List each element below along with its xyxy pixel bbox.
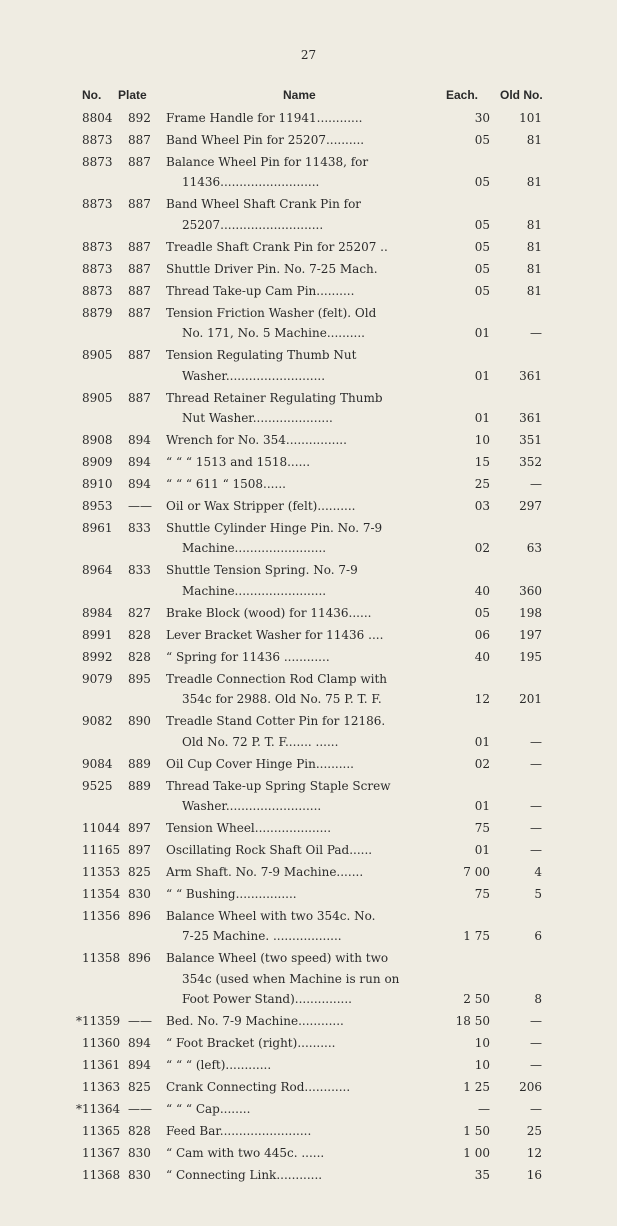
part-number: 8910 <box>82 477 113 491</box>
old-number: 12 <box>526 1146 542 1161</box>
price-each: 1 50 <box>463 1124 490 1139</box>
old-number: — <box>530 326 542 341</box>
plate-number: 887 <box>128 305 151 320</box>
part-name-line: Lever Bracket Washer for 11436 .... <box>166 627 384 642</box>
part-number: 11364 <box>82 1102 121 1117</box>
old-number: — <box>530 477 542 491</box>
part-name-line: Tension Regulating Thumb Nut <box>166 348 357 363</box>
part-number: 8964 <box>82 563 113 578</box>
price-each: 1 75 <box>463 929 490 944</box>
part-name-line: No. 171, No. 5 Machine.......... <box>182 326 365 341</box>
price-each: 18 50 <box>455 1014 490 1029</box>
old-number: 5 <box>534 887 542 901</box>
part-name-line: Crank Connecting Rod............ <box>166 1080 351 1095</box>
price-each: 03 <box>474 499 490 513</box>
part-name-line: Thread Retainer Regulating Thumb <box>166 390 383 405</box>
plate-number: 825 <box>128 865 151 879</box>
plate-number: 833 <box>128 521 151 535</box>
price-each: 05 <box>474 261 490 276</box>
old-number: — <box>530 843 542 857</box>
price-each: 40 <box>474 649 490 664</box>
part-name-line: Tension Friction Washer (felt). Old <box>166 305 377 320</box>
plate-number: 889 <box>128 756 151 771</box>
old-number: 195 <box>519 649 542 664</box>
plate-number: 897 <box>128 843 151 857</box>
plate-number: —— <box>128 1102 152 1117</box>
old-number: 6 <box>534 929 542 944</box>
star-mark: * <box>76 1102 82 1117</box>
part-number: 11359 <box>82 1014 121 1029</box>
old-number: 352 <box>519 455 542 469</box>
plate-number: 887 <box>128 348 151 363</box>
plate-number: 895 <box>128 671 151 686</box>
plate-number: 897 <box>128 821 151 835</box>
old-number: — <box>530 798 542 813</box>
part-name-line: Tension Wheel.................... <box>166 821 332 835</box>
old-number: 201 <box>519 692 542 707</box>
part-name-line: “ “ “ 611 “ 1508...... <box>166 477 286 491</box>
part-name-line: Arm Shaft. No. 7-9 Machine....... <box>166 865 364 879</box>
header-no: No. <box>82 88 102 102</box>
part-number: 11367 <box>82 1146 121 1161</box>
plate-number: 828 <box>128 1124 151 1139</box>
price-each: 01 <box>474 734 490 749</box>
price-each: 01 <box>474 368 490 383</box>
price-each: 10 <box>474 433 490 447</box>
part-number: 9082 <box>82 714 113 729</box>
price-each: 1 25 <box>463 1080 490 1095</box>
part-name-line: Balance Wheel with two 354c. No. <box>166 909 376 923</box>
old-number: 16 <box>526 1168 542 1183</box>
price-each: 02 <box>474 541 490 556</box>
part-number: 8873 <box>82 261 113 276</box>
part-number: 8873 <box>82 197 113 212</box>
part-number: 11044 <box>82 821 121 835</box>
old-number: 81 <box>526 283 542 298</box>
part-number: 8804 <box>82 111 113 125</box>
part-number: 8992 <box>82 649 113 664</box>
plate-number: 825 <box>128 1080 151 1095</box>
old-number: — <box>530 821 542 835</box>
part-number: 11361 <box>82 1058 121 1073</box>
part-number: 8953 <box>82 499 113 513</box>
part-number: 9079 <box>82 671 113 686</box>
part-number: 9084 <box>82 756 113 771</box>
part-name-line: Balance Wheel Pin for 11438, for <box>166 155 369 169</box>
part-name-line: 354c for 2988. Old No. 75 P. T. F. <box>182 692 382 707</box>
part-name-line: Bed. No. 7-9 Machine............ <box>166 1014 344 1029</box>
plate-number: 828 <box>128 627 151 642</box>
part-number: 8984 <box>82 605 113 620</box>
part-number: 11368 <box>82 1168 121 1183</box>
price-each: — <box>478 1102 490 1117</box>
old-number: 360 <box>519 583 542 598</box>
price-each: 05 <box>474 239 490 254</box>
part-name-line: Treadle Stand Cotter Pin for 12186. <box>166 714 386 729</box>
part-name-line: Wrench for No. 354................ <box>166 433 347 447</box>
price-each: 02 <box>474 756 490 771</box>
plate-number: 894 <box>128 1058 151 1073</box>
part-name-line: Oscillating Rock Shaft Oil Pad...... <box>166 843 373 857</box>
old-number: 361 <box>519 410 542 425</box>
part-name-line: Thread Take-up Spring Staple Screw <box>166 778 391 793</box>
old-number: 25 <box>526 1124 542 1139</box>
plate-number: 894 <box>128 455 151 469</box>
old-number: 4 <box>534 865 542 879</box>
part-name-line: 354c (used when Machine is run on <box>182 971 400 986</box>
price-each: 05 <box>474 283 490 298</box>
price-each: 2 50 <box>463 992 490 1007</box>
old-number: 63 <box>526 541 542 556</box>
old-number: 81 <box>526 261 542 276</box>
part-number: 8873 <box>82 133 113 147</box>
part-name-line: “ Cam with two 445c. ...... <box>166 1146 325 1161</box>
part-number: 11358 <box>82 951 121 966</box>
old-number: 81 <box>526 217 542 232</box>
part-number: 11356 <box>82 909 121 923</box>
plate-number: 894 <box>128 1036 151 1051</box>
plate-number: 896 <box>128 909 151 923</box>
old-number: 198 <box>519 605 542 620</box>
price-each: 1 00 <box>463 1146 490 1161</box>
part-name-line: Frame Handle for 11941............ <box>166 111 363 125</box>
price-each: 10 <box>474 1036 490 1051</box>
old-number: 81 <box>526 239 542 254</box>
plate-number: 887 <box>128 261 151 276</box>
old-number: 81 <box>526 175 542 190</box>
part-name-line: “ “ Bushing................ <box>166 887 297 901</box>
part-name-line: “ Spring for 11436 ............ <box>166 649 330 664</box>
part-name-line: “ Foot Bracket (right).......... <box>166 1036 336 1051</box>
part-number: 8909 <box>82 455 113 469</box>
old-number: — <box>530 734 542 749</box>
plate-number: 830 <box>128 887 151 901</box>
part-name-line: Oil Cup Cover Hinge Pin.......... <box>166 756 354 771</box>
old-number: — <box>530 1058 542 1073</box>
part-number: 8873 <box>82 155 113 169</box>
price-each: 40 <box>474 583 490 598</box>
price-each: 06 <box>474 627 490 642</box>
part-number: 11354 <box>82 887 121 901</box>
page-number: 27 <box>300 48 317 62</box>
plate-number: 894 <box>128 433 151 447</box>
plate-number: 887 <box>128 283 151 298</box>
part-name-line: Shuttle Tension Spring. No. 7-9 <box>166 563 358 578</box>
old-number: 197 <box>519 627 542 642</box>
price-each: 35 <box>474 1168 490 1183</box>
plate-number: 892 <box>128 111 151 125</box>
plate-number: 827 <box>128 605 151 620</box>
plate-number: —— <box>128 499 152 513</box>
part-number: 8873 <box>82 283 113 298</box>
price-each: 30 <box>474 111 490 125</box>
part-name-line: Brake Block (wood) for 11436...... <box>166 605 372 620</box>
price-each: 01 <box>474 410 490 425</box>
part-name-line: Band Wheel Pin for 25207.......... <box>166 133 365 147</box>
part-number: 8905 <box>82 348 113 363</box>
part-number: 11365 <box>82 1124 121 1139</box>
part-name-line: Treadle Shaft Crank Pin for 25207 .. <box>166 239 388 254</box>
plate-number: 830 <box>128 1168 151 1183</box>
price-each: 01 <box>474 326 490 341</box>
part-number: 8873 <box>82 239 113 254</box>
part-name-line: 7-25 Machine. .................. <box>182 929 342 944</box>
price-each: 05 <box>474 217 490 232</box>
part-number: 11363 <box>82 1080 121 1095</box>
plate-number: 896 <box>128 951 151 966</box>
header-old-no: Old No. <box>500 88 543 102</box>
part-number: 8961 <box>82 521 113 535</box>
header-name: Name <box>283 88 316 102</box>
part-name-line: 11436.......................... <box>182 175 320 190</box>
price-each: 05 <box>474 133 490 147</box>
plate-number: 894 <box>128 477 151 491</box>
part-name-line: Washer......................... <box>182 798 322 813</box>
part-name-line: “ “ “ (left)............ <box>166 1058 272 1073</box>
part-name-line: Old No. 72 P. T. F....... ...... <box>182 734 339 749</box>
part-name-line: Machine........................ <box>182 583 327 598</box>
part-name-line: Band Wheel Shaft Crank Pin for <box>166 197 362 212</box>
part-name-line: Balance Wheel (two speed) with two <box>166 951 389 966</box>
part-name-line: Shuttle Driver Pin. No. 7-25 Mach. <box>166 261 378 276</box>
part-name-line: Oil or Wax Stripper (felt).......... <box>166 499 356 513</box>
part-number: 8905 <box>82 390 113 405</box>
part-number: 11165 <box>82 843 121 857</box>
old-number: — <box>530 1036 542 1051</box>
price-each: 12 <box>474 692 490 707</box>
plate-number: 889 <box>128 778 151 793</box>
price-each: 25 <box>474 477 490 491</box>
price-each: 7 00 <box>463 865 490 879</box>
plate-number: —— <box>128 1014 152 1029</box>
plate-number: 890 <box>128 714 151 729</box>
part-name-line: Thread Take-up Cam Pin.......... <box>166 283 355 298</box>
price-each: 75 <box>474 821 490 835</box>
plate-number: 833 <box>128 563 151 578</box>
part-name-line: 25207........................... <box>182 217 324 232</box>
header-plate: Plate <box>118 88 147 102</box>
price-each: 15 <box>474 455 490 469</box>
plate-number: 830 <box>128 1146 151 1161</box>
price-each: 05 <box>474 605 490 620</box>
part-number: 8991 <box>82 627 113 642</box>
old-number: 297 <box>519 499 542 513</box>
price-each: 05 <box>474 175 490 190</box>
part-name-line: Washer.......................... <box>182 368 326 383</box>
part-name-line: “ “ “ Cap........ <box>166 1102 251 1117</box>
plate-number: 887 <box>128 390 151 405</box>
header-each: Each. <box>446 88 479 102</box>
old-number: 351 <box>519 433 542 447</box>
plate-number: 828 <box>128 649 151 664</box>
old-number: — <box>530 1102 542 1117</box>
plate-number: 887 <box>128 197 151 212</box>
price-each: 01 <box>474 798 490 813</box>
old-number: — <box>530 1014 542 1029</box>
part-name-line: Feed Bar........................ <box>166 1124 312 1139</box>
part-name-line: Nut Washer..................... <box>182 410 333 425</box>
price-each: 75 <box>474 887 490 901</box>
plate-number: 887 <box>128 239 151 254</box>
part-name-line: “ “ “ 1513 and 1518...... <box>166 455 311 469</box>
part-number: 8908 <box>82 433 113 447</box>
old-number: 361 <box>519 368 542 383</box>
old-number: 101 <box>519 111 542 125</box>
plate-number: 887 <box>128 155 151 169</box>
plate-number: 887 <box>128 133 151 147</box>
old-number: — <box>530 756 542 771</box>
price-each: 10 <box>474 1058 490 1073</box>
price-each: 01 <box>474 843 490 857</box>
part-name-line: Treadle Connection Rod Clamp with <box>166 671 388 686</box>
old-number: 81 <box>526 133 542 147</box>
part-number: 11353 <box>82 865 121 879</box>
old-number: 8 <box>534 992 542 1007</box>
star-mark: * <box>76 1014 82 1029</box>
part-number: 11360 <box>82 1036 121 1051</box>
part-name-line: “ Connecting Link............ <box>166 1168 323 1183</box>
part-number: 9525 <box>82 778 113 793</box>
old-number: 206 <box>519 1080 542 1095</box>
part-number: 8879 <box>82 305 113 320</box>
part-name-line: Machine........................ <box>182 541 327 556</box>
part-name-line: Shuttle Cylinder Hinge Pin. No. 7-9 <box>166 521 383 535</box>
part-name-line: Foot Power Stand)............... <box>182 992 352 1007</box>
